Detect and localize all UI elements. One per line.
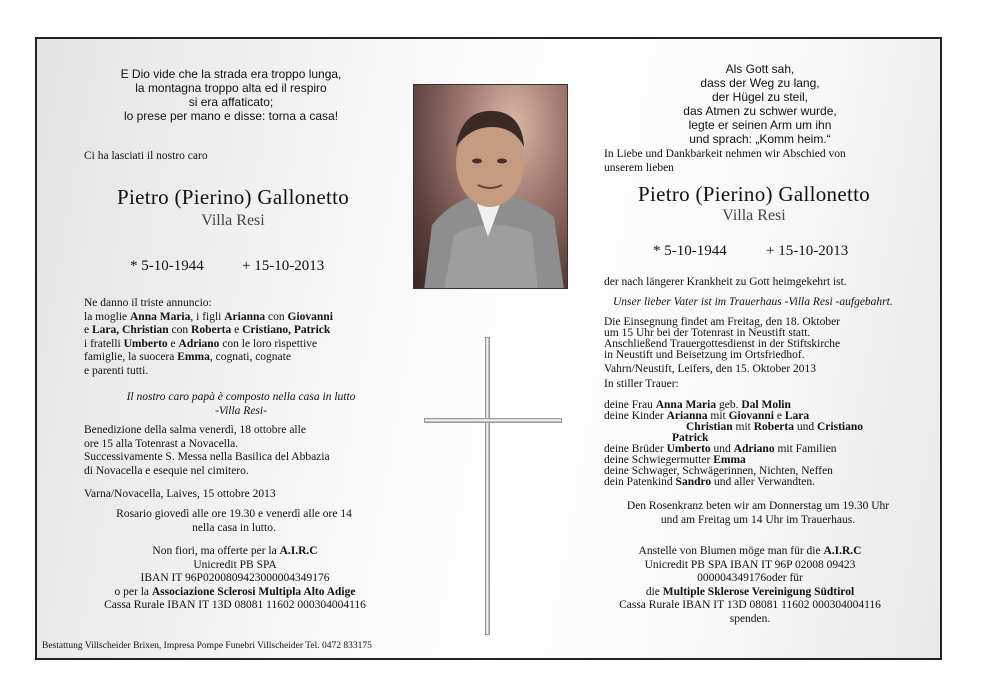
left-intro: Ci ha lasciati il nostro caro xyxy=(84,150,208,162)
right-blessing: Die Einsegnung findet am Freitag, den 18. Oktober um 15 Uhr bei der Totenrast in Neustift statt. Anschließend Trauergottesdienst in der Stiftskirche in Neustift und Beisetzung im Ortsfriedhof. xyxy=(604,316,841,361)
right-death: + 15-10-2013 xyxy=(766,243,849,259)
left-benediction: Benedizione della salma venerdì, 18 ottobre alle ore 15 alla Totenrast a Novacella. Successivamente S. Messa nella Basilica del Abbazia di Novacella e esequie nel cimitero. xyxy=(84,424,330,477)
left-place: Villa Resi xyxy=(201,212,265,229)
left-death: + 15-10-2013 xyxy=(242,258,325,274)
right-laid-out: Unser lieber Vater ist im Trauerhaus -Villa Resi -aufgebahrt. xyxy=(613,296,893,308)
left-announcement: Ne danno il triste annuncio: la moglie Anna Maria, i figli Arianna con Giovanni e Lara, Christian con Roberta e Cristiano, Patrick i fratelli Umberto e Adriano con le loro rispettive famiglie, la suocera Emma, cognati, cognate e parenti tutti. xyxy=(84,297,333,377)
deceased-portrait xyxy=(413,84,568,289)
cross-vertical xyxy=(485,337,490,635)
left-place-date: Varna/Novacella, Laives, 15 ottobre 2013 xyxy=(84,488,276,500)
left-lutto: Il nostro caro papà è composto nella casa in lutto -Villa Resi- xyxy=(126,391,356,417)
right-intro: In Liebe und Dankbarkeit nehmen wir Abschied von unserem lieben xyxy=(604,148,846,174)
right-homecoming: der nach längerer Krankheit zu Gott heimgekehrt ist. xyxy=(604,276,847,288)
left-name: Pietro (Pierino) Gallonetto xyxy=(116,185,350,209)
right-donations: Anstelle von Blumen möge man für die A.I.R.C Unicredit PB SPA IBAN IT 96P 02008 09423 000004349176oder für die Multiple Sklerose Vereinigung Südtirol Cassa Rurale IBAN IT 13D 08081 11602 000304004116 spenden. xyxy=(619,545,881,625)
left-donations: Non fiori, ma offerte per la A.I.R.C Unicredit PB SPA IBAN IT 96P0200809423000004349176 o per la Associazione Sclerosi Multipla Alto Adige Cassa Rurale IBAN IT 13D 08081 11602 000304004116 xyxy=(104,545,366,611)
left-poem: E Dio vide che la strada era troppo lunga, la montagna troppo alta ed il respiro si era affaticato; lo prese per mano e disse: torna a casa! xyxy=(120,67,342,123)
left-rosary: Rosario giovedì alle ore 19.30 e venerdì alle ore 14 nella casa in lutto. xyxy=(116,508,352,534)
right-place: Villa Resi xyxy=(722,207,786,224)
right-place-date: Vahrn/Neustift, Leifers, den 15. Oktober 2013 xyxy=(604,363,817,375)
right-rosary: Den Rosenkranz beten wir am Donnerstag um 19.30 Uhr und am Freitag um 14 Uhr im Trauerhaus. xyxy=(626,500,890,526)
right-name: Pietro (Pierino) Gallonetto xyxy=(637,182,871,206)
left-birth: * 5-10-1944 xyxy=(130,258,204,274)
cross-horizontal xyxy=(424,418,562,423)
right-birth: * 5-10-1944 xyxy=(653,243,727,259)
right-poem: Als Gott sah, dass der Weg zu lang, der Hügel zu steil, das Atmen zu schwer wurde, legte er seinen Arm um ihn und sprach: „Komm heim.“ xyxy=(683,62,837,146)
right-mourning-head: In stiller Trauer: xyxy=(604,378,679,390)
footer-funeral-home: Bestattung Villscheider Brixen, Impresa Pompe Funebri Villscheider Tel. 0472 833175 xyxy=(42,641,372,651)
right-mourners: deine Frau Anna Maria geb. Dal Molin deine Kinder Arianna mit Giovanni e Lara Christian mit Roberta und Cristiano Patrick deine Brüder Umberto und Adriano mit Familien deine Schwiegermutter Emma deine Schwager, Schwägerinnen, Nichten, Neffen dein Patenkind Sandro und aller Verwandten. xyxy=(604,399,863,488)
portrait-image xyxy=(414,85,568,289)
